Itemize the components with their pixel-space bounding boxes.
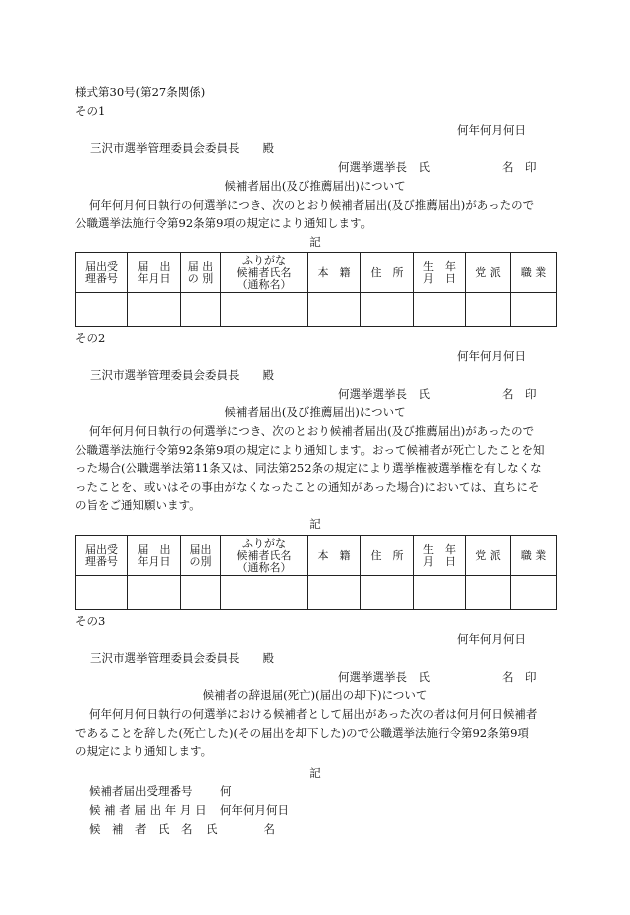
header-cell: 住 所: [361, 536, 414, 576]
header-cell: 本 籍: [308, 536, 361, 576]
part2-body-line: ったことを、或いはその事由がなくなったことの通知があった場合)においては、直ちにそ: [75, 480, 540, 494]
data-cell[interactable]: [308, 576, 361, 610]
part2-addressee: 三沢市選挙管理委員会委員長 殿: [90, 368, 274, 382]
data-cell[interactable]: [181, 293, 221, 327]
part3-body-line: 何年何月何日執行の何選挙における候補者として届出があった次の者は何月何日候補者: [89, 707, 538, 721]
part1-body-line: 公職選挙法施行令第92条第9項の規定により通知します。: [75, 216, 373, 230]
part2-body-line: の旨をご通知願います。: [75, 498, 201, 512]
header-cell: 住 所: [361, 253, 414, 293]
header-cell: 職 業: [511, 536, 557, 576]
part1-body-line: 何年何月何日執行の何選挙につき、次のとおり候補者届出(及び推薦届出)があったので: [89, 198, 535, 212]
data-cell[interactable]: [414, 293, 466, 327]
header-cell: 生 年 月 日: [414, 536, 466, 576]
data-cell[interactable]: [221, 576, 308, 610]
data-cell[interactable]: [221, 293, 308, 327]
data-cell[interactable]: [76, 576, 128, 610]
part3-subject: 候補者の辞退届(死亡)(届出の却下)について: [202, 688, 428, 702]
data-cell[interactable]: [414, 576, 466, 610]
part2-seal: 名 印: [502, 387, 537, 401]
part1-date: 何年何月何日: [457, 123, 526, 137]
part2-body-line: った場合(公職選挙法第11条又は、同法第252条の規定により選挙権被選挙権を有しなくな: [75, 461, 542, 475]
header-cell: 届 出 年月日: [128, 536, 181, 576]
part2-body-line: 公職選挙法施行令第92条第9項の規定により通知します。おって候補者が死亡したことを知: [75, 443, 545, 457]
item-value: 氏 名: [206, 822, 275, 836]
part1-seal: 名 印: [502, 160, 537, 174]
item-value: 何年何月何日: [220, 803, 289, 817]
data-cell[interactable]: [361, 293, 414, 327]
data-cell[interactable]: [181, 576, 221, 610]
part1-label: その1: [75, 104, 106, 118]
header-cell: 職 業: [511, 253, 557, 293]
data-cell[interactable]: [466, 576, 511, 610]
part2-ki: 記: [309, 517, 321, 531]
part2-date: 何年何月何日: [457, 349, 526, 363]
part3-date: 何年何月何日: [457, 632, 526, 646]
item-label: 候 補 者 氏 名: [89, 822, 193, 836]
data-cell[interactable]: [511, 576, 557, 610]
header-cell: 生 年 月 日: [414, 253, 466, 293]
part3-sender: 何選挙選挙長 氏: [338, 670, 430, 684]
data-cell[interactable]: [128, 293, 181, 327]
data-cell[interactable]: [128, 576, 181, 610]
item-label: 候補者届出受理番号: [89, 784, 193, 798]
part3-ki: 記: [309, 766, 321, 780]
part2-body-line: 何年何月何日執行の何選挙につき、次のとおり候補者届出(及び推薦届出)があったので: [89, 424, 535, 438]
header-cell: 届出受 理番号: [76, 536, 128, 576]
data-cell[interactable]: [361, 576, 414, 610]
data-cell[interactable]: [511, 293, 557, 327]
item-label: 候 補 者 届 出 年 月 日: [89, 803, 207, 817]
part3-body-line: の規定により通知します。: [75, 744, 213, 758]
header-cell: 党 派: [466, 536, 511, 576]
data-cell[interactable]: [76, 293, 128, 327]
item-value: 何: [220, 784, 232, 798]
part2-sender: 何選挙選挙長 氏: [338, 387, 430, 401]
part1-table: [75, 252, 557, 327]
header-cell: 届 出 年月日: [128, 253, 181, 293]
header-cell: 党 派: [466, 253, 511, 293]
part1-addressee: 三沢市選挙管理委員会委員長 殿: [90, 141, 274, 155]
data-cell[interactable]: [466, 293, 511, 327]
form-title: 様式第30号(第27条関係): [75, 85, 206, 99]
header-cell: ふりがな 候補者氏名 （通称名）: [221, 253, 308, 293]
header-cell: ふりがな 候補者氏名 （通称名）: [221, 536, 308, 576]
part1-ki: 記: [309, 235, 321, 249]
part2-table: [75, 535, 557, 610]
part1-subject: 候補者届出(及び推薦届出)について: [224, 179, 406, 193]
header-cell: 届出 の別: [181, 536, 221, 576]
part1-sender: 何選挙選挙長 氏: [338, 160, 430, 174]
data-cell[interactable]: [308, 293, 361, 327]
part3-label: その3: [75, 614, 106, 628]
part3-seal: 名 印: [502, 670, 537, 684]
header-cell: 届 出 の 別: [181, 253, 221, 293]
header-cell: 本 籍: [308, 253, 361, 293]
part3-addressee: 三沢市選挙管理委員会委員長 殿: [90, 651, 274, 665]
part3-body-line: であることを辞した(死亡した)(その届出を却下した)ので公職選挙法施行令第92条第9項: [75, 726, 529, 740]
header-cell: 届出受 理番号: [76, 253, 128, 293]
part2-subject: 候補者届出(及び推薦届出)について: [224, 405, 406, 419]
part2-label: その2: [75, 331, 106, 345]
